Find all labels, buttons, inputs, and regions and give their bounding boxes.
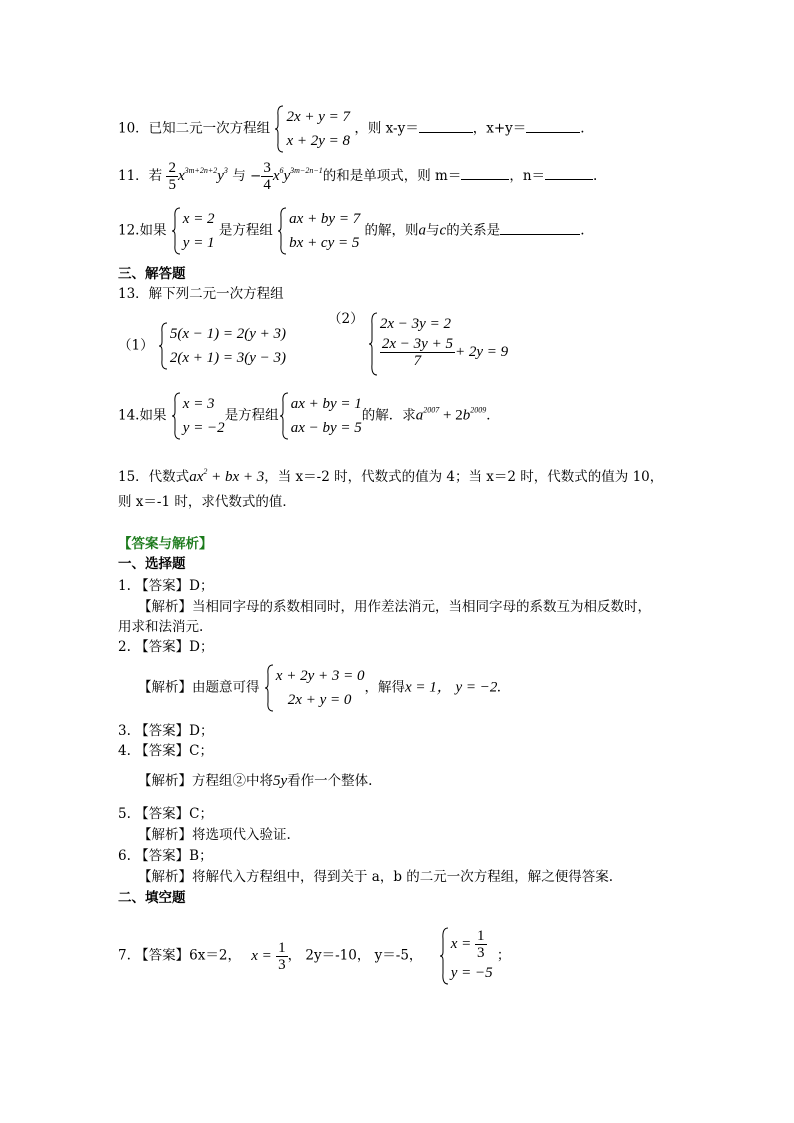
q12-with: 与: [426, 222, 440, 239]
q13-system2: [368, 312, 508, 369]
q14-sol2: y = −2: [182, 420, 225, 436]
brace-icon: [368, 312, 378, 376]
q10-mid2: ，x+y＝: [472, 120, 527, 137]
q11-exponent: 3m+2n+2: [184, 166, 218, 175]
answers-title: 【答案与解析】: [118, 536, 213, 552]
q14-plus: + 2: [439, 407, 463, 424]
q12-end: .: [580, 222, 585, 239]
q13-eq: 2(x + 1) = 3(y − 3): [169, 350, 287, 366]
q13-eq: 5(x − 1) = 2(y + 3): [169, 326, 287, 342]
brace-icon: [171, 392, 181, 440]
q14-system: [279, 392, 362, 440]
brace-icon: [274, 105, 284, 153]
answer-1-explanation: 【解析】当相同字母的系数相同时，用作差法消元，当相同字母的系数互为相反数时，: [138, 599, 651, 615]
question-15-line2: 则 x＝-1 时，求代数式的值．: [118, 494, 296, 510]
q11-frac1: $\frac{2}{5}$: [168, 160, 176, 193]
q13-eq-fraction: $\frac{2x - 3y + 5}{7}$ + 2y = 9: [381, 336, 509, 369]
q10-system: [274, 105, 350, 153]
section-heading: 二、填空题: [118, 890, 186, 906]
q12-sol2: y = 1: [182, 235, 215, 251]
q10-end: .: [580, 120, 585, 137]
q13-system1: [158, 322, 286, 370]
q14-sol1: x = 3: [182, 396, 215, 412]
a2-eq: x + 2y + 3 = 0: [275, 668, 365, 684]
answer-blank[interactable]: [545, 165, 593, 180]
q12-eq1: ax + by = 7: [289, 211, 361, 227]
answer-3: 3. 【答案】D；: [118, 723, 214, 739]
question-12: [118, 207, 584, 255]
q14-var: b: [462, 407, 471, 424]
q10-eq2: x + 2y = 8: [286, 133, 351, 149]
answer-6: 6. 【答案】B；: [118, 848, 213, 864]
answer-blank[interactable]: [461, 165, 509, 180]
answer-7: [118, 927, 510, 985]
q11-text: 的和是单项式，则 m＝: [322, 168, 462, 184]
brace-icon: [171, 207, 181, 255]
q10-label: 10．已知二元一次方程组: [118, 120, 271, 137]
q12-text: 的解，则: [364, 222, 419, 239]
a7-var: x =: [251, 947, 272, 964]
q14-eq2: ax − by = 5: [290, 420, 362, 436]
question-13-part1: [118, 322, 286, 370]
a7-end: ；: [496, 947, 511, 964]
a4-text: 【解析】方程组②中将: [138, 773, 273, 789]
q11-var: x: [177, 168, 185, 184]
brace-icon: [439, 927, 449, 985]
q15-poly: + bx + 3: [207, 469, 265, 485]
a2-text: 【解析】由题意可得: [138, 679, 260, 696]
a2-solution: x = 1， y = −2.: [404, 679, 502, 696]
answer-4: 4. 【答案】C；: [118, 743, 214, 759]
q12-system: [277, 207, 360, 255]
a7-text: 7. 【答案】6x＝2，: [118, 947, 241, 964]
brace-icon: [264, 664, 274, 712]
q12-eq2: bx + cy = 5: [289, 235, 360, 251]
q10-mid: ，则 x-y＝: [354, 120, 419, 137]
q11-var: y: [283, 168, 291, 184]
q14-end: ．: [486, 407, 500, 424]
q13-part1-label: （1）: [118, 337, 154, 354]
answer-blank[interactable]: [419, 118, 473, 133]
q13-eq: 2x − 3y = 2: [379, 316, 451, 332]
q12-sol1: x = 2: [182, 211, 215, 227]
question-15: [118, 463, 663, 486]
q12-label: 12.如果: [118, 222, 167, 239]
q11-text2: ，n＝: [509, 168, 546, 184]
a7-system: [439, 927, 493, 985]
q14-mid: 是方程组: [224, 407, 279, 424]
answer-4-explanation: [138, 772, 372, 790]
answer-5: 5. 【答案】C；: [118, 806, 214, 822]
answer-blank[interactable]: [526, 118, 580, 133]
q14-solution: [171, 392, 225, 440]
a7-sys-row1: x = $\frac{1}{3}$: [450, 928, 485, 962]
section-heading: 三、解答题: [118, 266, 186, 282]
answer-5-explanation: 【解析】将选项代入验证.: [138, 827, 291, 843]
q11-var: x: [272, 168, 280, 184]
q11-label: 11．若: [118, 168, 163, 184]
q12-var: a: [418, 222, 427, 239]
q11-exponent: 3: [223, 166, 228, 175]
q11-exponent: 3m−2n−1: [290, 166, 323, 175]
q14-text: 的解．求: [361, 407, 416, 424]
a7-sys-row2: y = −5: [450, 965, 493, 982]
a4-text: 看作一个整体.: [287, 773, 373, 789]
question-13: 13．解下列二元一次方程组: [118, 286, 284, 302]
brace-icon: [158, 322, 168, 370]
brace-icon: [277, 207, 287, 255]
question-10: [118, 105, 585, 153]
answer-2-explanation: [138, 664, 501, 712]
q11-with: 与 −: [232, 168, 262, 184]
answer-6-explanation: 【解析】将解代入方程组中，得到关于 a，b 的二元一次方程组，解之便得答案.: [138, 869, 614, 885]
a4-var: 5y: [273, 773, 288, 789]
q14-var: a: [415, 407, 424, 424]
brace-icon: [279, 392, 289, 440]
q15-text: 15．代数式: [118, 469, 190, 485]
q15-exponent: 2: [203, 467, 208, 476]
q14-exponent: 2009: [470, 405, 487, 415]
answer-1-explanation-cont: 用求和法消元.: [118, 619, 204, 635]
q12-mid: 是方程组: [218, 222, 273, 239]
q14-eq1: ax + by = 1: [290, 396, 362, 412]
a7-frac: $\frac{1}{3}$: [278, 939, 286, 973]
answer-blank[interactable]: [500, 220, 580, 235]
q10-eq1: 2x + y = 7: [286, 109, 351, 125]
q15-poly: ax: [189, 469, 204, 485]
answer-1: 1. 【答案】D；: [118, 578, 214, 594]
answer-2: 2. 【答案】D；: [118, 639, 214, 655]
q11-end: .: [593, 168, 598, 184]
q11-frac2: $\frac{3}{4}$: [263, 160, 271, 193]
a7-text: ， 2y＝-10， y＝-5，: [287, 947, 423, 964]
question-11: [118, 160, 597, 193]
q12-var: c: [439, 222, 447, 239]
q11-var: y: [217, 168, 224, 184]
q13-part2-label: （2）: [328, 311, 364, 327]
question-13-part2: [328, 312, 508, 369]
q14-exponent: 2007: [423, 405, 440, 415]
a2-tail: ，解得: [364, 679, 405, 696]
q11-exponent: 6: [279, 166, 284, 175]
a2-system: [264, 664, 365, 712]
q14-label: 14.如果: [118, 407, 167, 424]
q12-solution: [171, 207, 215, 255]
section-heading: 一、选择题: [118, 556, 186, 572]
a2-eq: 2x + y = 0: [287, 692, 352, 708]
q15-text: ，当 x＝-2 时，代数式的值为 4；当 x＝2 时，代数式的值为 10，: [264, 469, 664, 485]
q12-text2: 的关系是: [446, 222, 501, 239]
question-14: [118, 392, 500, 440]
